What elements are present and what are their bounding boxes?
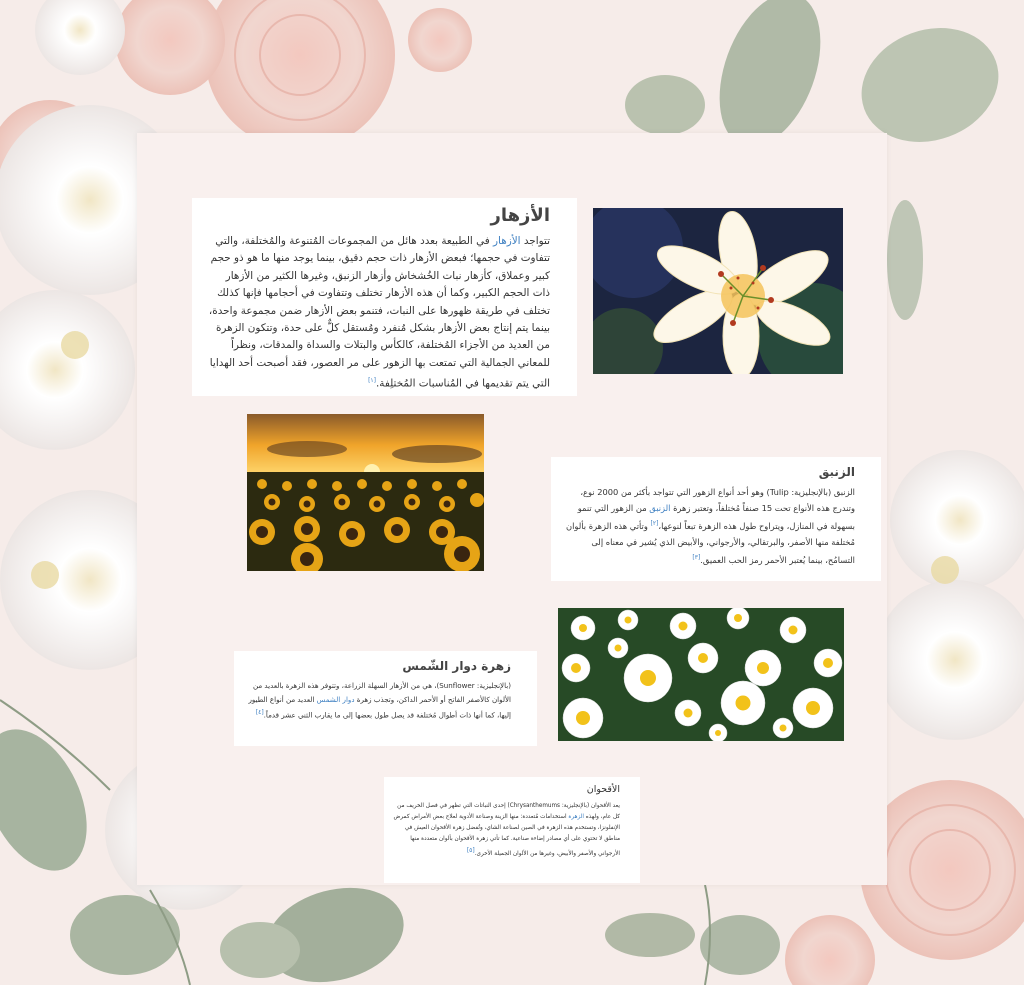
lily-title: الزنبق — [818, 465, 855, 479]
article-title: الأزهار — [490, 205, 550, 226]
text-segment: يعد الأقحوان (بالإنجليزية: Chrysanthemums) إحدى النباتات التي تظهر في فصل الخريف من كل عام، ولهذه — [397, 803, 620, 821]
lily-photo — [593, 208, 843, 374]
chrysanthemum-card — [384, 777, 640, 883]
article-intro-text — [206, 233, 550, 393]
sunflower-card — [234, 651, 537, 746]
text-segment: تتواجد — [520, 235, 550, 247]
lily-card — [551, 457, 881, 581]
sunflower-title: زهرة دوار الشّمس — [402, 659, 511, 673]
sunflower-text — [244, 679, 511, 722]
sunflower-link[interactable]: دوار الشمس — [316, 694, 355, 704]
lily-link[interactable]: الزنبق — [649, 502, 671, 513]
text-segment: العديد من أنواع الطيور إليها، كما أنها ذات أطوال مُختلفة قد يصل طول بعضها إلى ما يقارب الثني عشر قدماً. — [248, 694, 511, 720]
text-segment: وتأتي هذه الزهرة بألوان مُختلفة منها الأصفر، والبرتقالي، والأرجواني، والأبيض الذي يُشير في معناه إلى التسامُح، بينما يُعتبر الأحمر رمز الحب العميق. — [566, 520, 855, 565]
chrysanthemum-title: الأقحوان — [586, 784, 620, 795]
article-intro-card — [192, 198, 577, 396]
reference-link[interactable]: [٣] — [692, 554, 701, 562]
reference-link[interactable]: [١] — [368, 377, 376, 385]
reference-link[interactable]: [٥] — [466, 847, 475, 855]
text-segment: (بالإنجليزية: Sunflower)، هي من الأزهار السهلة الزراعة، وتتوفر هذه الزهرة بالعديد من الألوان كالأصفر الفاتح أو الأحمر الداكن، وتجذب زهرة — [252, 681, 511, 704]
text-segment: من الزهور التي تنمو بسهولة في المنازل، ويتراوح طول هذه الزهرة تبعاً لنوعها، — [577, 502, 855, 531]
lily-text — [561, 485, 855, 569]
sunflower-field-photo — [247, 414, 484, 571]
reference-link[interactable]: [٢] — [650, 520, 659, 528]
flower-link[interactable]: الزهرة — [568, 814, 584, 821]
reference-link[interactable]: [٤] — [255, 709, 264, 716]
text-segment: في الطبيعة بعدد هائل من المجموعات المُتنوعة والمُختلفة، والتي تتفاوت في حجمها؛ فبعض الأزهار ذات حجم دقيق، بينما يوجد منها ما هو ذو حجم كبير وعملاق، كأزهار نبات الخُشخاش وأزهار الزنبق، وغيرها الكثير من الأزهار ذات الحجم الكبير، وكما أن هذه الأزهار تختلف وتتفاوت في أحجامها فإنها كذلك تختلف في طريقة ظهورها على النبات، فتنمو بعض الأزهار ضمن مجموعة واحدة، بينما يتم إنتاج بعض الأزهار بشكل مُنفرد ومُستقل كلٌّ على حدة، وتتكون الزهرة من العديد من الأجزاء المُختلفة، كالكأس والبتلات والسداة والمدقات، ونظراً للمعاني الجمالية التي تمتعت بها الزهور على مر العصور، فقد أصبحت أحد الهدايا التي يتم تقديمها في المُناسبات المُختلِفة. — [208, 235, 550, 390]
flowers-link[interactable]: الأزهار — [493, 235, 521, 247]
daisy-photo — [558, 608, 844, 741]
chrysanthemum-text — [392, 801, 620, 860]
text-segment: استخدامات مُتعددة: منها الزينة وصناعة الأدوية لعلاج بعض الأمراض كمرض الإنفلونزا، وتستخدم هذه الزهرة في الصين لصناعة الشاي، وتُفضل زهرة الأقحوان العيش في مناطق لا تحتوي على أي مصادر إضاءة صناعية. كما تأتي زهرة الأقحوان بألوان متعددة منها الأرجواني والأصفر والأبيض، وغيرها من الألوان الجميلة الأخرى. — [393, 814, 620, 858]
text-segment: الزنبق (بالإنجليزية: Tulip) وهو أحد أنواع الزهور التي تتواجد بأكثر من 2000 نوع، وتندرج هذه الأنواع تحت 15 صنفاً مُختلفاً، وتعتبر زهرة — [580, 487, 855, 513]
